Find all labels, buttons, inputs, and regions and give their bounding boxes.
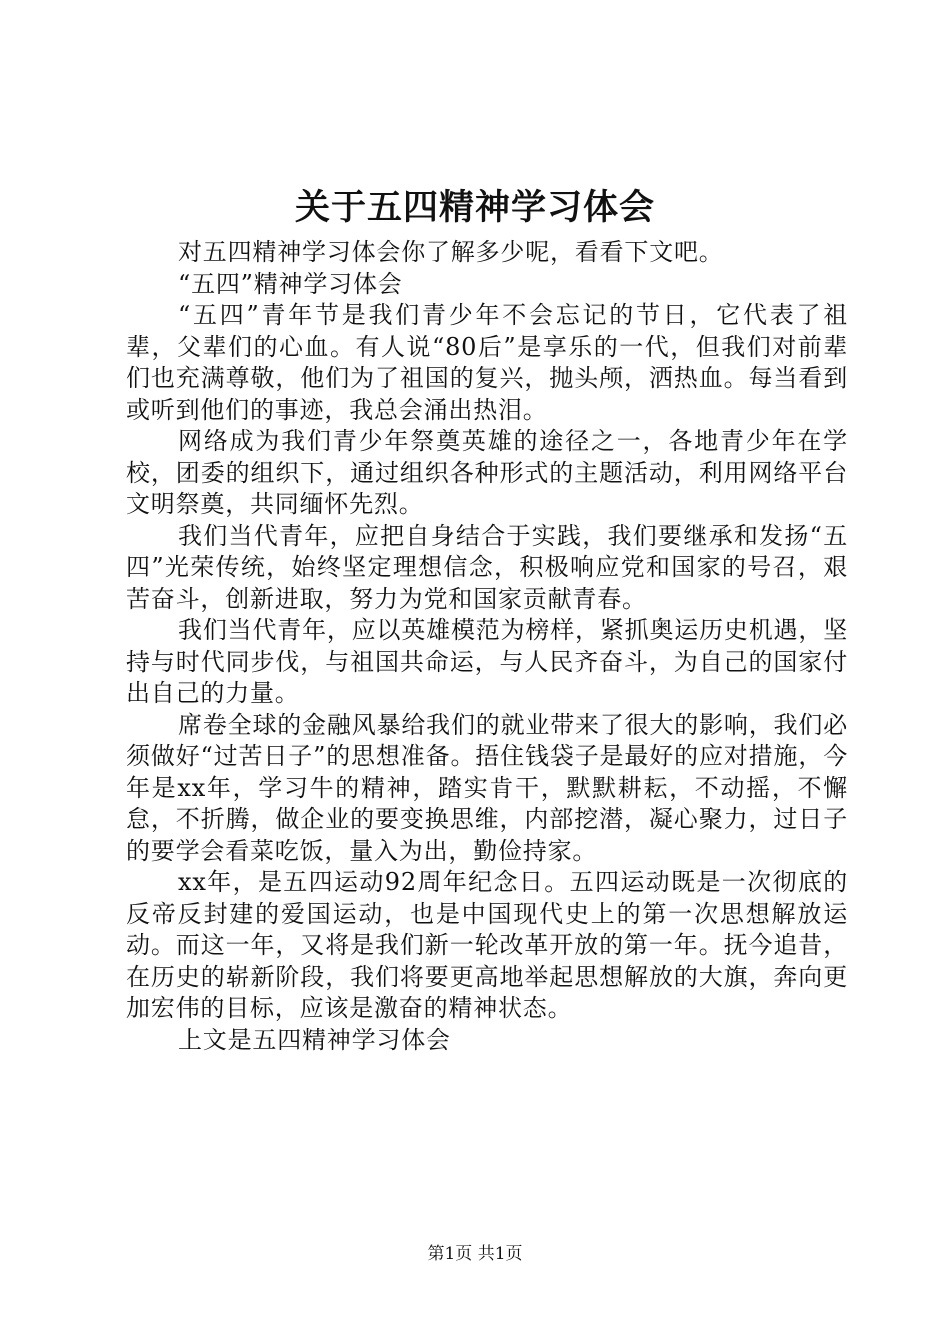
- closing-paragraph: 上文是五四精神学习体会: [178, 1025, 451, 1054]
- section-heading: “五四”精神学习体会: [178, 269, 403, 298]
- body-paragraph-4: 我们当代青年，应以英雄模范为榜样，紧抓奥运历史机遇，坚持与时代同步伐，与祖国共命运，与人民齐奋斗，为自己的国家付出自己的力量。: [126, 616, 848, 707]
- intro-paragraph: 对五四精神学习体会你了解多少呢，看看下文吧。: [178, 238, 724, 266]
- document-title: 关于五四精神学习体会: [294, 187, 655, 228]
- document-body: [126, 237, 848, 1056]
- body-paragraph-1: “五四”青年节是我们青少年不会忘记的节日，它代表了祖辈，父辈们的心血。有人说“80后”是享乐的一代，但我们对前辈们也充满尊敬，他们为了祖国的复兴，抛头颅，洒热血。每当看到或听到他们的事迹，我总会涌出热泪。: [126, 301, 848, 424]
- body-paragraph-3: 我们当代青年，应把自身结合于实践，我们要继承和发扬“五四”光荣传统，始终坚定理想信念，积极响应党和国家的号召，艰苦奋斗，创新进取，努力为党和国家贡献青春。: [126, 521, 848, 613]
- page-footer: 第1页 共1页: [427, 1244, 523, 1264]
- body-paragraph-5: 席卷全球的金融风暴给我们的就业带来了很大的影响，我们必须做好“过苦日子”的思想准备。捂住钱袋子是最好的应对措施，今年是xx年，学习牛的精神，踏实肯干，默默耕耘，不动摇，不懈怠，不折腾，做企业的要变换思维，内部挖潜，凝心聚力，过日子的要学会看菜吃饭，量入为出，勤俭持家。: [126, 710, 848, 865]
- body-paragraph-2: 网络成为我们青少年祭奠英雄的途径之一，各地青少年在学校，团委的组织下，通过组织各种形式的主题活动，利用网络平台文明祭奠，共同缅怀先烈。: [126, 427, 848, 518]
- body-paragraph-6: xx年，是五四运动92周年纪念日。五四运动既是一次彻底的反帝反封建的爱国运动，也是中国现代史上的第一次思想解放运动。而这一年，又将是我们新一轮改革开放的第一年。抚今追昔，在历史的崭新阶段，我们将要更高地举起思想解放的大旗，奔向更加宏伟的目标，应该是激奋的精神状态。: [126, 868, 848, 1022]
